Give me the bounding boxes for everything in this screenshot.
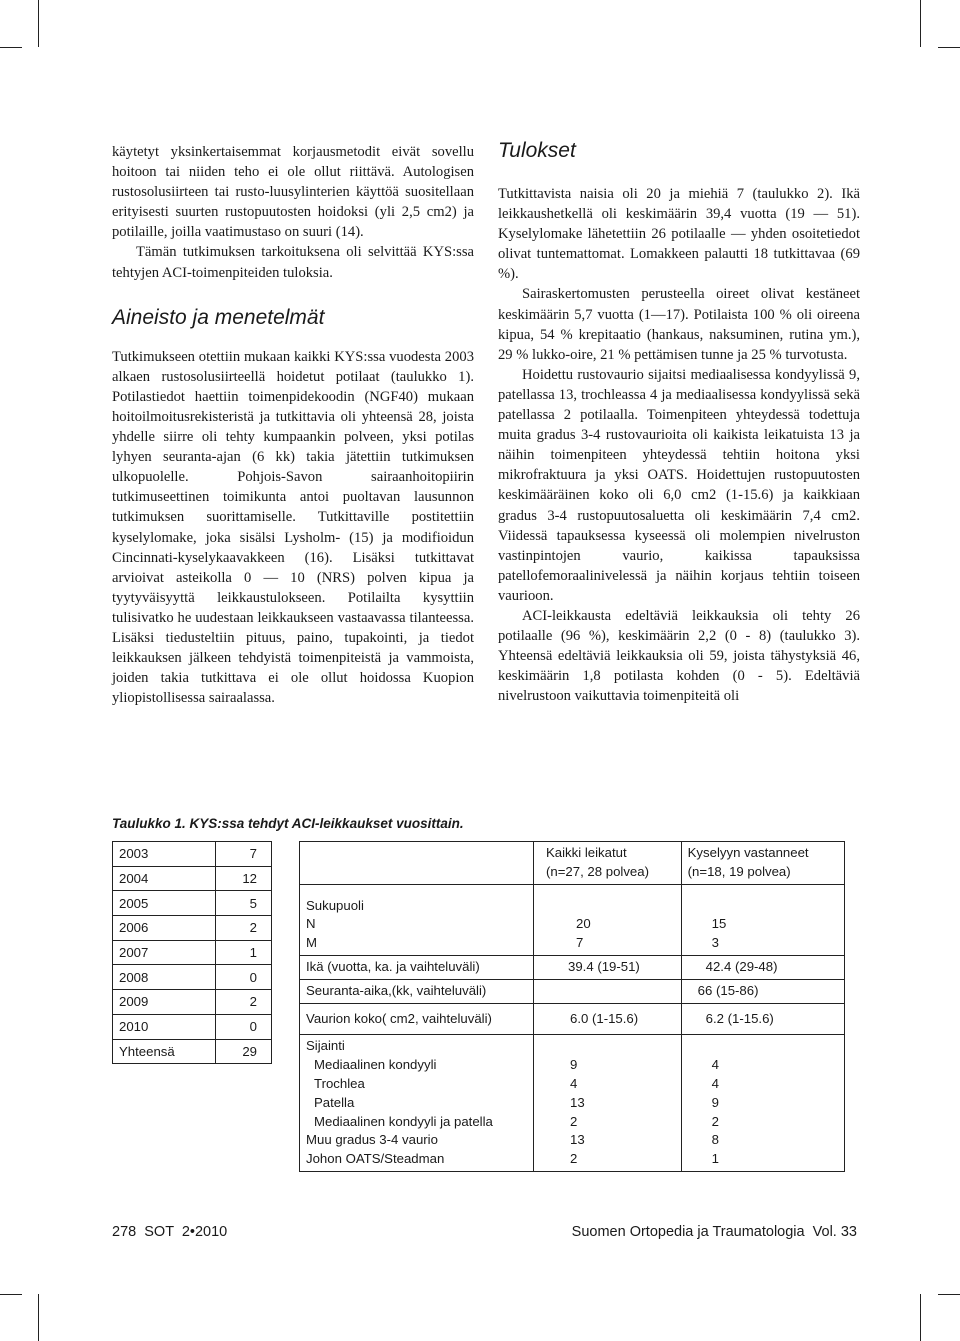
table1-year: 2005 (113, 891, 216, 916)
table1-count: 0 (216, 1014, 272, 1039)
left-column (112, 142, 474, 708)
table-cell (533, 884, 681, 955)
right-paragraph-2: Sairaskertomusten perusteella oireet olivat kestäneet keskimäärin 5,7 vuotta (1—17). Potilaista 100 % oli oireena kipua, 54 % krepitaatio (hankaus, naksuminen, rutina ym.), 29 % lukko-oire, 21 % pettämisen tunne ja 25 % turvotusta. (498, 286, 860, 363)
table-row (113, 866, 272, 891)
table1-count: 7 (216, 842, 272, 867)
footer-journal-title: Suomen Ortopedia ja Traumatologia Vol. 33 (571, 1224, 857, 1240)
table-row (113, 965, 272, 990)
left-paragraph-2: Tämän tutkimuksen tarkoituksena oli selvittää KYS:ssa tehtyjen ACI-toimenpiteiden tuloksia. (112, 244, 474, 281)
header-survey-sub: (n=18, 19 polvea) (687, 863, 791, 879)
table1 (112, 841, 272, 1064)
table1-count: 0 (216, 965, 272, 990)
n-all: 20 (575, 916, 591, 932)
left-paragraph-1: käytetyt yksinkertaisemmat korjausmetodit eivät sovellu hoitoon tai niiden teho ei ole ollut riittävä. Autologisen rustosolusiirteen tai rusto-luusylinterien käyttöä suositellaan erityisesti suurten rustopuutosten hoidoksi (yli 2,5 cm2) ja potilaille, joilla vaatimustaso on suuri (14). (112, 144, 474, 241)
table-cell (533, 979, 681, 1003)
table-cell (681, 842, 844, 885)
footer-page-number: 278 SOT 2•2010 (112, 1224, 228, 1240)
table-row (300, 955, 845, 979)
table-row (113, 940, 272, 965)
other-survey: 8 (711, 1132, 719, 1148)
table-row (113, 842, 272, 867)
table-row (300, 884, 845, 955)
right-paragraph-3: Hoidettu rustovaurio sijaitsi mediaalisessa kondyylissä 9, patellassa 13, trochleassa 4 ja mediaalisessa kondyylissä sekä patellassa 2 potilaalla. Toimenpiteen yhteydessä todettuja muita gradus 3-4 rustovaurioita oli kaikista leikatuista 13 ja näihin toimenpiteen yhteydessä tehtiin hoitona yksi mikrofraktuura ja yksi OATS. Hoidettujen rustopuutosten keskimääräinen koko oli 6,0 cm2 (1-15.6) ja kaikkiaan gradus 3-4 rustopuutosaluetta oli keskimäärin 7,4 cm2. Viidessä tapauksessa kyseessä oli molempien nivelruston vastinpintojen vaurio, kaikissa tapauksissa patellofemoraalinivelessä ja näihin korjaus tehtiin toiseen vaurioon. (498, 366, 860, 604)
table1-year: 2006 (113, 916, 216, 941)
table1-body (113, 842, 272, 1064)
table-row (113, 1039, 272, 1064)
loc-1-survey: 4 (711, 1075, 719, 1091)
table-cell (681, 884, 844, 955)
size-survey: 6.2 (1-15.6) (681, 1003, 844, 1035)
table-row (113, 1014, 272, 1039)
loc-3-label: Mediaalinen kondyyli ja patella (314, 1113, 493, 1129)
table1-year: Yhteensä (113, 1039, 216, 1064)
loc-2-all: 13 (569, 1094, 585, 1110)
loc-0-all: 9 (569, 1057, 578, 1073)
crop-mark (0, 1294, 22, 1295)
table1-year: 2009 (113, 990, 216, 1015)
crop-mark (920, 0, 921, 47)
oats-survey: 1 (711, 1151, 719, 1167)
loc-3-survey: 2 (711, 1113, 719, 1129)
oats-label: Johon OATS/Steadman (306, 1151, 445, 1167)
table-cell (533, 842, 681, 885)
table-row (300, 1003, 845, 1035)
age-survey: 42.4 (29-48) (681, 955, 844, 979)
m-survey: 3 (711, 935, 719, 951)
header-all: Kaikki leikatut (545, 845, 627, 860)
table-row (113, 990, 272, 1015)
loc-2-label: Patella (314, 1094, 355, 1110)
table-cell (300, 842, 534, 885)
size-label: Vaurion koko( cm2, vaihteluväli) (300, 1003, 534, 1035)
table-cell (681, 1035, 844, 1172)
age-all: 39.4 (19-51) (533, 955, 681, 979)
right-column (498, 138, 860, 706)
table-row (113, 916, 272, 941)
crop-mark (920, 1294, 921, 1341)
followup-survey: 66 (15-86) (681, 979, 844, 1003)
table-row (300, 1035, 845, 1172)
n-label: N (306, 916, 316, 932)
table-cell (300, 884, 534, 955)
table1-year: 2004 (113, 866, 216, 891)
loc-0-survey: 4 (711, 1057, 719, 1073)
table1-count: 1 (216, 940, 272, 965)
section-heading-results: Tulokset (498, 139, 576, 162)
crop-mark (938, 47, 960, 48)
table-cell (533, 1035, 681, 1172)
other-all: 13 (569, 1132, 585, 1148)
followup-label: Seuranta-aika,(kk, vaihteluväli) (300, 979, 534, 1003)
table1-count: 12 (216, 866, 272, 891)
loc-label: Sijainti (306, 1038, 345, 1054)
table2 (299, 841, 845, 1172)
table1-year: 2007 (113, 940, 216, 965)
header-survey: Kyselyyn vastanneet (687, 845, 809, 860)
crop-mark (38, 1294, 39, 1341)
other-label: Muu gradus 3-4 vaurio (306, 1132, 438, 1148)
n-survey: 15 (711, 916, 727, 932)
loc-1-all: 4 (569, 1075, 578, 1091)
table1-caption: Taulukko 1. KYS:ssa tehdyt ACI-leikkaukset vuosittain. (112, 816, 464, 831)
m-all: 7 (575, 935, 584, 951)
left-paragraph-3: Tutkimukseen otettiin mukaan kaikki KYS:ssa vuodesta 2003 alkaen rustosolusiirteellä hoidetut potilaat (taulukko 1). Potilastiedot haettiin toimenpidekoodin (NGF40) mukaan hoitoilmoitusrekisteristä ja tutkittavia oli yhteensä 28, joista yhdelle siirre oli tehty kumpaankin polveen, yksi potilas lyhyen seuranta-ajan (6 kk) takia jätettiin tutkimuksen ulkopuolelle. Pohjois-Savon sairaanhoitopiirin tutkimuseettinen toimikunta antoi puoltavan lausunnon tutkimuksen suorittamiselle. Tutkittaville postitettiin kyselylomake, joka sisälsi Lysholm- (15) ja modifioidun Cincinnati-kyselykaavakkeen (16). Lisäksi tutkittavat arvioivat asteikolla 0 — 10 (NRS) polven kipua ja tyytyväisyyttä leikkaustulokseen. Potilailta kysyttiin tulisivatko he uudestaan leikkaukseen vastaavassa tilanteessa. Lisäksi tiedusteltiin pituus, paino, tupakointi, ja tiedot leikkauksen jälkeen tehdyistä toimenpiteistä ja vammoista, joiden takia tutkittava ei ole ollut hoidossa Kuopion yliopistollisessa sairaalassa. (112, 348, 474, 707)
right-paragraph-4: ACI-leikkausta edeltäviä leikkauksia oli tehty 26 potilaalle (96 %), keskimäärin 2,2 (0 - 8) (taulukko 3). Yhteensä edeltäviä leikkauksia oli 59, joista tähystyksiä 46, keskimäärin 1,8 potilasta kohden (0 - 5). Edeltäviä nivelrustoon vaikuttavia toimenpiteitä oli (498, 607, 860, 705)
table1-count: 29 (216, 1039, 272, 1064)
crop-mark (0, 47, 22, 48)
table-row (113, 891, 272, 916)
table-row (300, 842, 845, 885)
header-all-sub: (n=27, 28 polvea) (545, 863, 649, 879)
right-paragraph-1: Tutkittavista naisia oli 20 ja miehiä 7 (taulukko 2). Ikä leikkaushetkellä oli keskimäärin 39,4 vuotta (19 — 51). Kyselylomake lähetettiin 26 potilaalle — yhden osoitetiedot olivat tuntemattomat. Lomakkeen palautti 18 tutkittavaa (69 %). (498, 186, 860, 283)
loc-3-all: 2 (569, 1113, 578, 1129)
loc-1-label: Trochlea (314, 1075, 365, 1091)
section-heading-methods: Aineisto ja menetelmät (112, 305, 325, 329)
oats-all: 2 (569, 1151, 578, 1167)
table-cell (300, 1035, 534, 1172)
m-label: M (306, 935, 317, 951)
age-label: Ikä (vuotta, ka. ja vaihteluväli) (300, 955, 534, 979)
table1-count: 2 (216, 916, 272, 941)
table1-year: 2008 (113, 965, 216, 990)
table1-count: 2 (216, 990, 272, 1015)
size-all: 6.0 (1-15.6) (533, 1003, 681, 1035)
crop-mark (38, 0, 39, 47)
table1-year: 2010 (113, 1014, 216, 1039)
sex-label: Sukupuoli (306, 897, 364, 913)
crop-mark (938, 1294, 960, 1295)
loc-2-survey: 9 (711, 1094, 719, 1110)
table1-count: 5 (216, 891, 272, 916)
table1-year: 2003 (113, 842, 216, 867)
loc-0-label: Mediaalinen kondyyli (314, 1057, 437, 1073)
table-row (300, 979, 845, 1003)
